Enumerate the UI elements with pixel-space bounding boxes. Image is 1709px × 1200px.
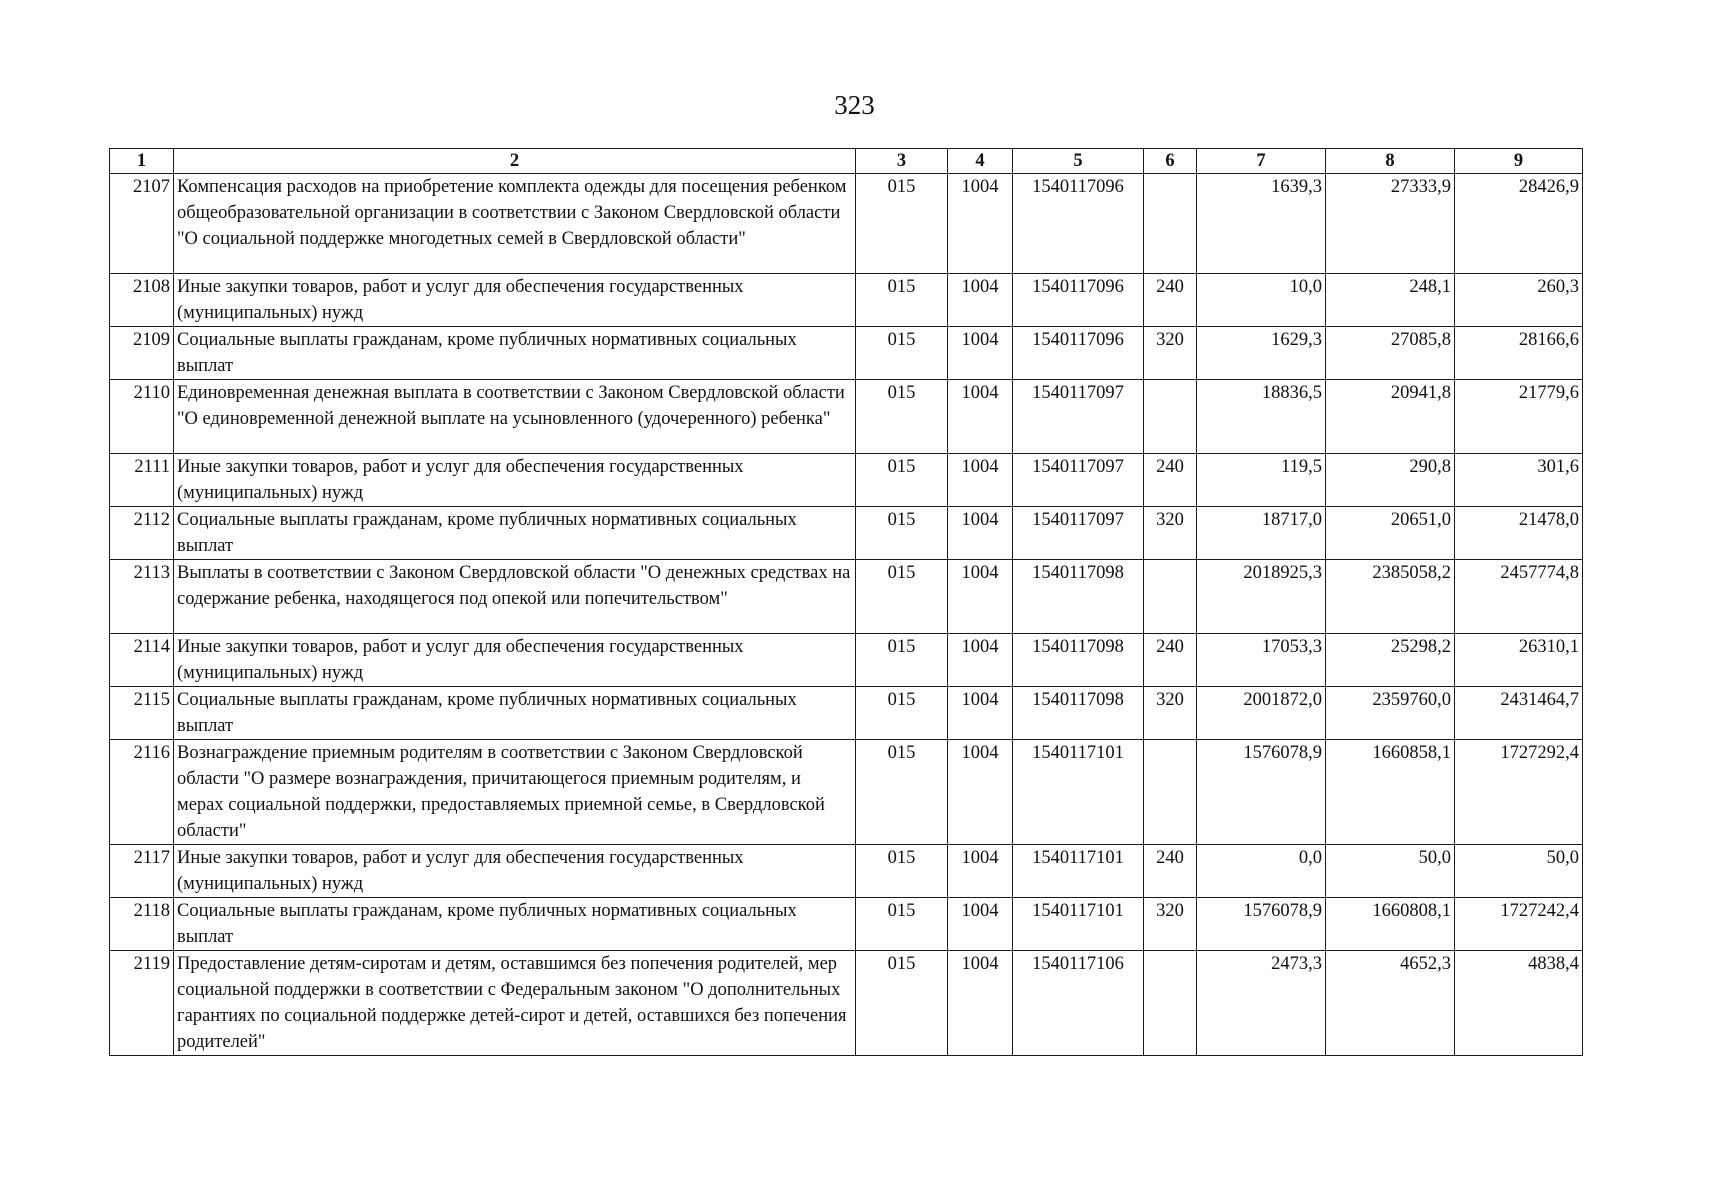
table-header-row (110, 149, 1583, 174)
table-row (110, 174, 1583, 274)
amount-cell: 1629,3 (1197, 327, 1326, 380)
amount-cell: 119,5 (1197, 454, 1326, 507)
expense-type-cell: 240 (1144, 845, 1197, 898)
column-header: 6 (1144, 149, 1197, 174)
amount-cell: 18717,0 (1197, 507, 1326, 560)
column-header: 1 (110, 149, 174, 174)
amount-cell: 2431464,7 (1455, 687, 1583, 740)
expense-type-cell (1144, 951, 1197, 1056)
column-header: 5 (1013, 149, 1144, 174)
section-code-cell: 1004 (948, 687, 1013, 740)
amount-cell: 248,1 (1326, 274, 1455, 327)
amount-cell: 28426,9 (1455, 174, 1583, 274)
column-header: 7 (1197, 149, 1326, 174)
target-article-cell: 1540117096 (1013, 327, 1144, 380)
amount-cell: 301,6 (1455, 454, 1583, 507)
amount-cell: 50,0 (1455, 845, 1583, 898)
row-number-cell: 2112 (110, 507, 174, 560)
column-header: 9 (1455, 149, 1583, 174)
table-row (110, 560, 1583, 634)
ministry-code-cell: 015 (856, 951, 948, 1056)
table-body (110, 174, 1583, 1056)
row-name-cell: Иные закупки товаров, работ и услуг для обеспечения государственных (муниципальных) нужд (174, 845, 856, 898)
section-code-cell: 1004 (948, 898, 1013, 951)
amount-cell: 1576078,9 (1197, 898, 1326, 951)
target-article-cell: 1540117098 (1013, 634, 1144, 687)
row-number-cell: 2108 (110, 274, 174, 327)
row-name-cell: Компенсация расходов на приобретение комплекта одежды для посещения ребенком общеобразовательной организации в соответствии с Законом Свердловской области "О социальной поддержке многодетных семей в Свердловской области" (174, 174, 856, 274)
row-name-cell: Иные закупки товаров, работ и услуг для обеспечения государственных (муниципальных) нужд (174, 634, 856, 687)
section-code-cell: 1004 (948, 454, 1013, 507)
ministry-code-cell: 015 (856, 174, 948, 274)
amount-cell: 1660808,1 (1326, 898, 1455, 951)
column-header: 8 (1326, 149, 1455, 174)
table-row (110, 454, 1583, 507)
row-number-cell: 2107 (110, 174, 174, 274)
amount-cell: 2385058,2 (1326, 560, 1455, 634)
table-row (110, 687, 1583, 740)
section-code-cell: 1004 (948, 951, 1013, 1056)
amount-cell: 18836,5 (1197, 380, 1326, 454)
section-code-cell: 1004 (948, 560, 1013, 634)
ministry-code-cell: 015 (856, 454, 948, 507)
row-name-cell: Выплаты в соответствии с Законом Свердловской области "О денежных средствах на содержание ребенка, находящегося под опекой или попечительством" (174, 560, 856, 634)
amount-cell: 4838,4 (1455, 951, 1583, 1056)
amount-cell: 20941,8 (1326, 380, 1455, 454)
target-article-cell: 1540117098 (1013, 687, 1144, 740)
page-number: 323 (834, 90, 875, 120)
row-name-cell: Социальные выплаты гражданам, кроме публичных нормативных социальных выплат (174, 687, 856, 740)
table-row (110, 327, 1583, 380)
ministry-code-cell: 015 (856, 274, 948, 327)
expense-type-cell: 240 (1144, 274, 1197, 327)
amount-cell: 290,8 (1326, 454, 1455, 507)
section-code-cell: 1004 (948, 274, 1013, 327)
table-row (110, 898, 1583, 951)
table-row (110, 845, 1583, 898)
table-row (110, 951, 1583, 1056)
column-header: 4 (948, 149, 1013, 174)
section-code-cell: 1004 (948, 634, 1013, 687)
amount-cell: 20651,0 (1326, 507, 1455, 560)
section-code-cell: 1004 (948, 845, 1013, 898)
row-number-cell: 2115 (110, 687, 174, 740)
amount-cell: 2457774,8 (1455, 560, 1583, 634)
row-number-cell: 2119 (110, 951, 174, 1056)
section-code-cell: 1004 (948, 327, 1013, 380)
ministry-code-cell: 015 (856, 634, 948, 687)
row-number-cell: 2114 (110, 634, 174, 687)
target-article-cell: 1540117101 (1013, 740, 1144, 845)
expense-type-cell: 240 (1144, 634, 1197, 687)
ministry-code-cell: 015 (856, 560, 948, 634)
row-name-cell: Единовременная денежная выплата в соответствии с Законом Свердловской области "О единовременной денежной выплате на усыновленного (удочеренного) ребенка" (174, 380, 856, 454)
expense-type-cell (1144, 560, 1197, 634)
amount-cell: 10,0 (1197, 274, 1326, 327)
section-code-cell: 1004 (948, 740, 1013, 845)
amount-cell: 260,3 (1455, 274, 1583, 327)
table-row (110, 274, 1583, 327)
row-number-cell: 2109 (110, 327, 174, 380)
target-article-cell: 1540117097 (1013, 454, 1144, 507)
amount-cell: 2001872,0 (1197, 687, 1326, 740)
expense-type-cell: 240 (1144, 454, 1197, 507)
ministry-code-cell: 015 (856, 740, 948, 845)
amount-cell: 27085,8 (1326, 327, 1455, 380)
amount-cell: 2018925,3 (1197, 560, 1326, 634)
row-name-cell: Иные закупки товаров, работ и услуг для обеспечения государственных (муниципальных) нужд (174, 454, 856, 507)
expense-type-cell: 320 (1144, 898, 1197, 951)
column-header: 3 (856, 149, 948, 174)
row-name-cell: Социальные выплаты гражданам, кроме публичных нормативных социальных выплат (174, 327, 856, 380)
ministry-code-cell: 015 (856, 507, 948, 560)
row-number-cell: 2116 (110, 740, 174, 845)
amount-cell: 50,0 (1326, 845, 1455, 898)
amount-cell: 28166,6 (1455, 327, 1583, 380)
table-row (110, 507, 1583, 560)
section-code-cell: 1004 (948, 380, 1013, 454)
amount-cell: 2473,3 (1197, 951, 1326, 1056)
row-number-cell: 2110 (110, 380, 174, 454)
amount-cell: 1576078,9 (1197, 740, 1326, 845)
ministry-code-cell: 015 (856, 687, 948, 740)
amount-cell: 2359760,0 (1326, 687, 1455, 740)
target-article-cell: 1540117096 (1013, 274, 1144, 327)
row-name-cell: Иные закупки товаров, работ и услуг для обеспечения государственных (муниципальных) нужд (174, 274, 856, 327)
amount-cell: 27333,9 (1326, 174, 1455, 274)
target-article-cell: 1540117098 (1013, 560, 1144, 634)
row-number-cell: 2113 (110, 560, 174, 634)
expense-type-cell: 320 (1144, 687, 1197, 740)
amount-cell: 17053,3 (1197, 634, 1326, 687)
row-name-cell: Социальные выплаты гражданам, кроме публичных нормативных социальных выплат (174, 507, 856, 560)
row-number-cell: 2118 (110, 898, 174, 951)
target-article-cell: 1540117096 (1013, 174, 1144, 274)
section-code-cell: 1004 (948, 507, 1013, 560)
amount-cell: 1727292,4 (1455, 740, 1583, 845)
budget-table (109, 148, 1583, 1056)
row-name-cell: Предоставление детям-сиротам и детям, оставшимся без попечения родителей, мер социальной поддержки в соответствии с Федеральным законом "О дополнительных гарантиях по социальной поддержке детей-сирот и детей, оставшихся без попечения родителей" (174, 951, 856, 1056)
row-name-cell: Вознаграждение приемным родителям в соответствии с Законом Свердловской области "О размере вознаграждения, причитающегося приемным родителям, и мерах социальной поддержки, предоставляемых приемной семье, в Свердловской области" (174, 740, 856, 845)
row-name-cell: Социальные выплаты гражданам, кроме публичных нормативных социальных выплат (174, 898, 856, 951)
amount-cell: 25298,2 (1326, 634, 1455, 687)
expense-type-cell (1144, 380, 1197, 454)
target-article-cell: 1540117097 (1013, 380, 1144, 454)
target-article-cell: 1540117101 (1013, 898, 1144, 951)
amount-cell: 1727242,4 (1455, 898, 1583, 951)
target-article-cell: 1540117101 (1013, 845, 1144, 898)
column-header: 2 (174, 149, 856, 174)
amount-cell: 0,0 (1197, 845, 1326, 898)
row-number-cell: 2117 (110, 845, 174, 898)
expense-type-cell (1144, 740, 1197, 845)
table-row (110, 740, 1583, 845)
target-article-cell: 1540117097 (1013, 507, 1144, 560)
expense-type-cell (1144, 174, 1197, 274)
row-number-cell: 2111 (110, 454, 174, 507)
section-code-cell: 1004 (948, 174, 1013, 274)
amount-cell: 1660858,1 (1326, 740, 1455, 845)
expense-type-cell: 320 (1144, 327, 1197, 380)
amount-cell: 4652,3 (1326, 951, 1455, 1056)
ministry-code-cell: 015 (856, 845, 948, 898)
ministry-code-cell: 015 (856, 898, 948, 951)
ministry-code-cell: 015 (856, 327, 948, 380)
amount-cell: 21478,0 (1455, 507, 1583, 560)
amount-cell: 1639,3 (1197, 174, 1326, 274)
table-row (110, 634, 1583, 687)
expense-type-cell: 320 (1144, 507, 1197, 560)
target-article-cell: 1540117106 (1013, 951, 1144, 1056)
ministry-code-cell: 015 (856, 380, 948, 454)
amount-cell: 26310,1 (1455, 634, 1583, 687)
amount-cell: 21779,6 (1455, 380, 1583, 454)
table-row (110, 380, 1583, 454)
